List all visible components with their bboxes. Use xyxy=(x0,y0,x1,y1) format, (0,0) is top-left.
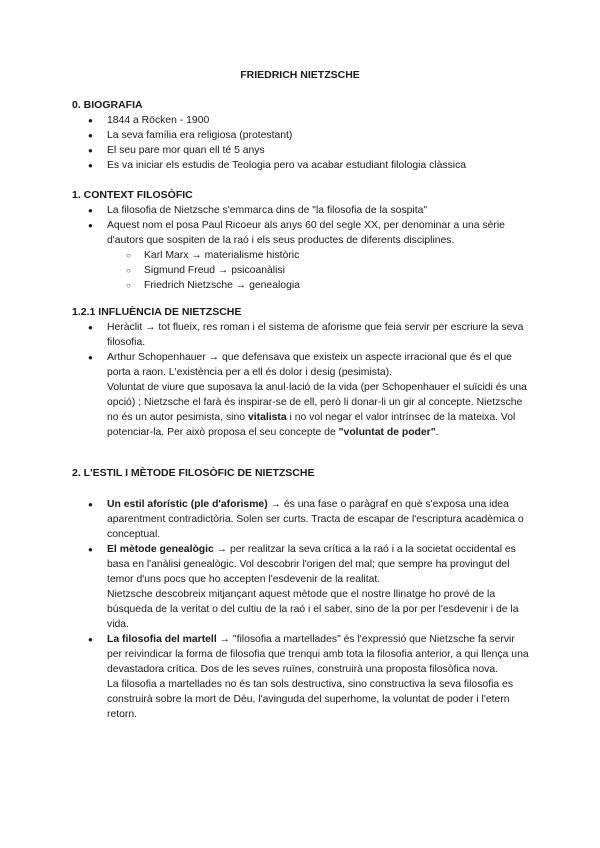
section-influencia xyxy=(72,305,532,440)
section-estil-metode xyxy=(72,466,532,722)
paragraph xyxy=(107,380,532,440)
section-context xyxy=(72,188,532,293)
list-item: ● La seva família era religiosa (protestant) xyxy=(72,128,532,143)
list-item: ● La filosofia de Nietzsche s'emmarca dins de "la filosofia de la sospita" xyxy=(72,203,532,218)
paragraph: Nietzsche descobreix mitjançant aquest mètode que el nostre llinatge ho prové de la búsqueda de la veritat o del cultiu de la raó i el saber, sino de la por per l'esdevenir i de la vida. xyxy=(107,589,519,630)
sub-list-item: ○ Friedrich Nietzsche → genealogia xyxy=(72,278,532,293)
list-item: ● Es va iniciar els estudis de Teologia pero va acabar estudiant filologia clàssica xyxy=(72,158,532,173)
paragraph xyxy=(107,632,532,677)
item-text: → per realitzar la seva crítica a la raó i a la societat occidental es basa en l'anàlisi genealògic. Vol descobrir l'origen del mal; que sempre ha provingut del temor d'uns pocs que ho accepten l'esdevenir de la realitat. xyxy=(107,544,516,585)
list-item: ● El seu pare mor quan ell té 5 anys xyxy=(72,143,532,158)
page-title: FRIEDRICH NIETZSCHE xyxy=(240,69,360,81)
text-run: Voluntat de viure que suposava la anul·lació de la vida (per Schopenhauer el suïcidi és una opció) ; Nietzsche el farà és inspirar-se de ell, però li donar-li un gir al concepte. Nietzsche no és un autor pesimista, sino xyxy=(107,382,527,423)
text-run: . xyxy=(435,427,439,438)
bullet-list xyxy=(72,203,532,248)
section-heading: 1.2.1 INFLUÈNCIA DE NIETZSCHE xyxy=(72,306,242,318)
paragraph xyxy=(107,542,532,587)
section-heading: 0. BIOGRAFIA xyxy=(72,99,143,111)
text-run: i no vol negar el valor intrínsec de la mateixa. Vol potenciar-la. Per això proposa el seu concepte de xyxy=(107,412,516,438)
section-heading: 1. CONTEXT FILOSÒFIC xyxy=(72,189,193,201)
emphasis: vitalista xyxy=(247,412,287,423)
section-biografia xyxy=(72,98,532,173)
list-item: ● Aquest nom el posa Paul Ricoeur als anys 60 del segle XX, per denominar a una sèrie d'autors que sospiten de la raó i els seus productes de diferents disciplines. xyxy=(72,218,532,248)
sub-list-item: ○ Sigmund Freud → psicoanàlisi xyxy=(72,263,532,278)
list-item: ● Heràclit → tot flueix, res roman i el sistema de aforisme que feia servir per escriure la seva filosofia. xyxy=(72,320,532,350)
bullet-list xyxy=(72,497,532,722)
item-text: → "filosofia a martellades" és l'expressió que Nietzsche fa servir per reivindicar la forma de filosofia que trenqui amb tota la filosofia anterior, a qui llença una devastadora crítica. Dos de les seves ruïnes, construirà una proposta filosòfica nova. xyxy=(107,634,529,675)
section-heading: 2. L'ESTIL I MÈTODE FILOSÒFIC DE NIETZSCHE xyxy=(72,467,315,479)
sub-list xyxy=(72,248,532,293)
list-item xyxy=(72,350,532,440)
item-title: La filosofia del martell xyxy=(107,634,217,645)
list-item xyxy=(72,542,532,632)
bullet-list xyxy=(72,320,532,440)
list-item: ● 1844 a Röcken - 1900 xyxy=(72,113,532,128)
list-item xyxy=(72,497,532,542)
list-item xyxy=(72,632,532,722)
sub-list-item: ○ Karl Marx → materialisme històric xyxy=(72,248,532,263)
bullet-list xyxy=(72,113,532,173)
item-text: → és una fase o paràgraf en què s'exposa una idea aparentment contradictòria. Solen ser curts. Tracta de escapar de l'escriptura acadèmica o conceptual. xyxy=(107,499,524,540)
item-title: El mètode genealògic xyxy=(107,544,214,555)
paragraph: La filosofia a martellades no és tan sols destructiva, sino constructiva la seva filosofia es construirà sobre la mort de Déu, l'avinguda del superhome, la voluntat de poder i l'etern retorn. xyxy=(107,679,514,720)
emphasis: "voluntat de poder" xyxy=(338,427,436,438)
paragraph: ● Arthur Schopenhauer → que defensava que existeix un aspecte irracional que és el que porta a raon. L'existència per a ell és dolor i desig (pesimista). xyxy=(107,352,512,378)
item-title: Un estil aforístic (ple d'aforisme) xyxy=(107,499,268,510)
